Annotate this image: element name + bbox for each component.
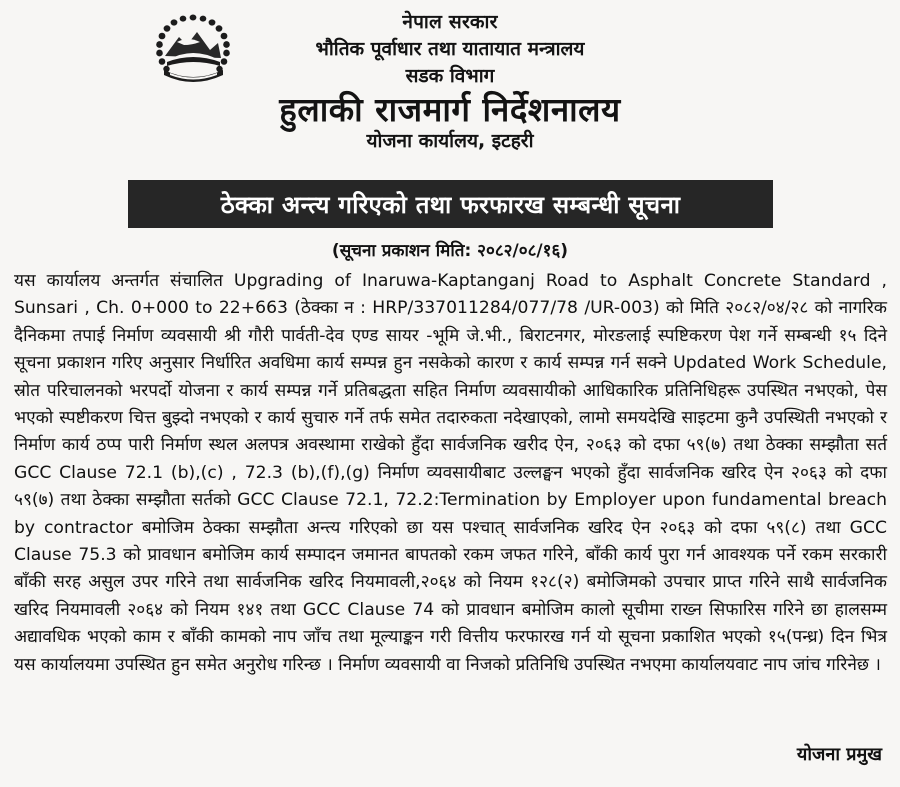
nepal-government-emblem-icon (152, 12, 234, 90)
letterhead-office: योजना कार्यालय, इटहरी (366, 130, 534, 153)
signature-designation: योजना प्रमुख (796, 744, 882, 765)
letterhead-ministry: भौतिक पूर्वाधार तथा यातायात मन्त्रालय (315, 37, 585, 60)
notice-title-banner (128, 180, 773, 228)
publication-date: (सूचना प्रकाशन मिति: २०८२/०८/१६) (331, 241, 569, 261)
letterhead (0, 0, 900, 162)
letterhead-directorate: हुलाकी राजमार्ग निर्देशनालय (279, 89, 621, 129)
notice-title: ठेक्का अन्त्य गरिएको तथा फरफारख सम्बन्धी सूचना (128, 180, 773, 228)
notice-body-paragraph: यस कार्यालय अन्तर्गत संचालित Upgrading of Inaruwa-Kaptanganj Road to Asphalt Concrete Standard , Sunsari , Ch. 0+000 to 22+663 (ठेक्का न : HRP/337011284/077/78 /UR-003) को मिति २०८२/०४/२८ को नागरिक दैनिकमा तपाई निर्माण व्यवसायी श्री गौरी पार्वती-देव एण्ड सायर -भूमि जे.भी., बिराटनगर, मोरङलाई स्पष्टिकरण पेश गर्ने सम्बन्धी १५ दिने सूचना प्रकाशन गरिए अनुसार निर्धारित अवधिमा कार्य सम्पन्न हुन नसकेको कारण र कार्य सम्पन्न गर्न सक्ने Updated Work Schedule, स्रोत परिचालनको भरपर्दो योजना र कार्य सम्पन्न गर्ने प्रतिबद्धता सहित निर्माण व्यवसायीको आधिकारिक प्रतिनिधिहरू उपस्थित नभएको, पेस भएको स्पष्टीकरण चित्त बुझ्दो नभएको र कार्य सुचारु गर्ने तर्फ समेत तदारुकता नदेखाएको, लामो समयदेखि साइटमा कुनै उपस्थिती नभएको र निर्माण कार्य ठप्प पारी निर्माण स्थल अलपत्र अवस्थामा राखेको हुँदा सार्वजनिक खरीद ऐन, २०६३ को दफा ५९(७) तथा ठेक्का सम्झौता सर्त GCC Clause 72.1 (b),(c) , 72.3 (b),(f),(g) निर्माण व्यवसायीबाट उल्लङ्घन भएको हुँदा सार्वजनिक खरिद ऐन २०६३ को दफा ५९(७) तथा ठेक्का सम्झौता सर्तको GCC Clause 72.1, 72.2:Termination by Employer upon fundamental breach by contractor बमोजिम ठेक्का सम्झौता अन्त्य गरिएको छा यस पश्चात् सार्वजनिक खरिद ऐन २०६३ को दफा ५९(८) तथा GCC Clause 75.3 को प्रावधान बमोजिम कार्य सम्पादन जमानत बापतको रकम जफत गरिने, बाँकी कार्य पुरा गर्न आवश्यक पर्ने रकम सरकारी बाँकी सरह असुल उपर गरिने तथा सार्वजनिक खरिद नियमावली,२०६४ को नियम १२८(२) बमोजिमको उपचार प्राप्त गरिने साथै सार्वजनिक खरिद नियमावली २०६४ को नियम १४१ तथा GCC Clause 74 को प्रावधान बमोजिम कालो सूचीमा राख्न सिफारिस गरिने छा हालसम्म अद्यावधिक भएको काम र बाँकी कामको नाप जाँच तथा मूल्याङ्कन गरी वित्तीय फरफारख गर्न यो सूचना प्रकाशित भएको १५(पन्ध्र) दिन भित्र यस कार्यालयमा उपस्थित हुन समेत अनुरोध गरिन्छ । निर्माण व्यवसायी वा निजको प्रतिनिधि उपस्थित नभएमा कार्यालयवाट नाप जांच गरिनेछ । (14, 271, 887, 675)
letterhead-department: सडक विभाग (405, 64, 495, 87)
letterhead-government: नेपाल सरकार (402, 11, 498, 33)
notice-body (14, 268, 887, 679)
